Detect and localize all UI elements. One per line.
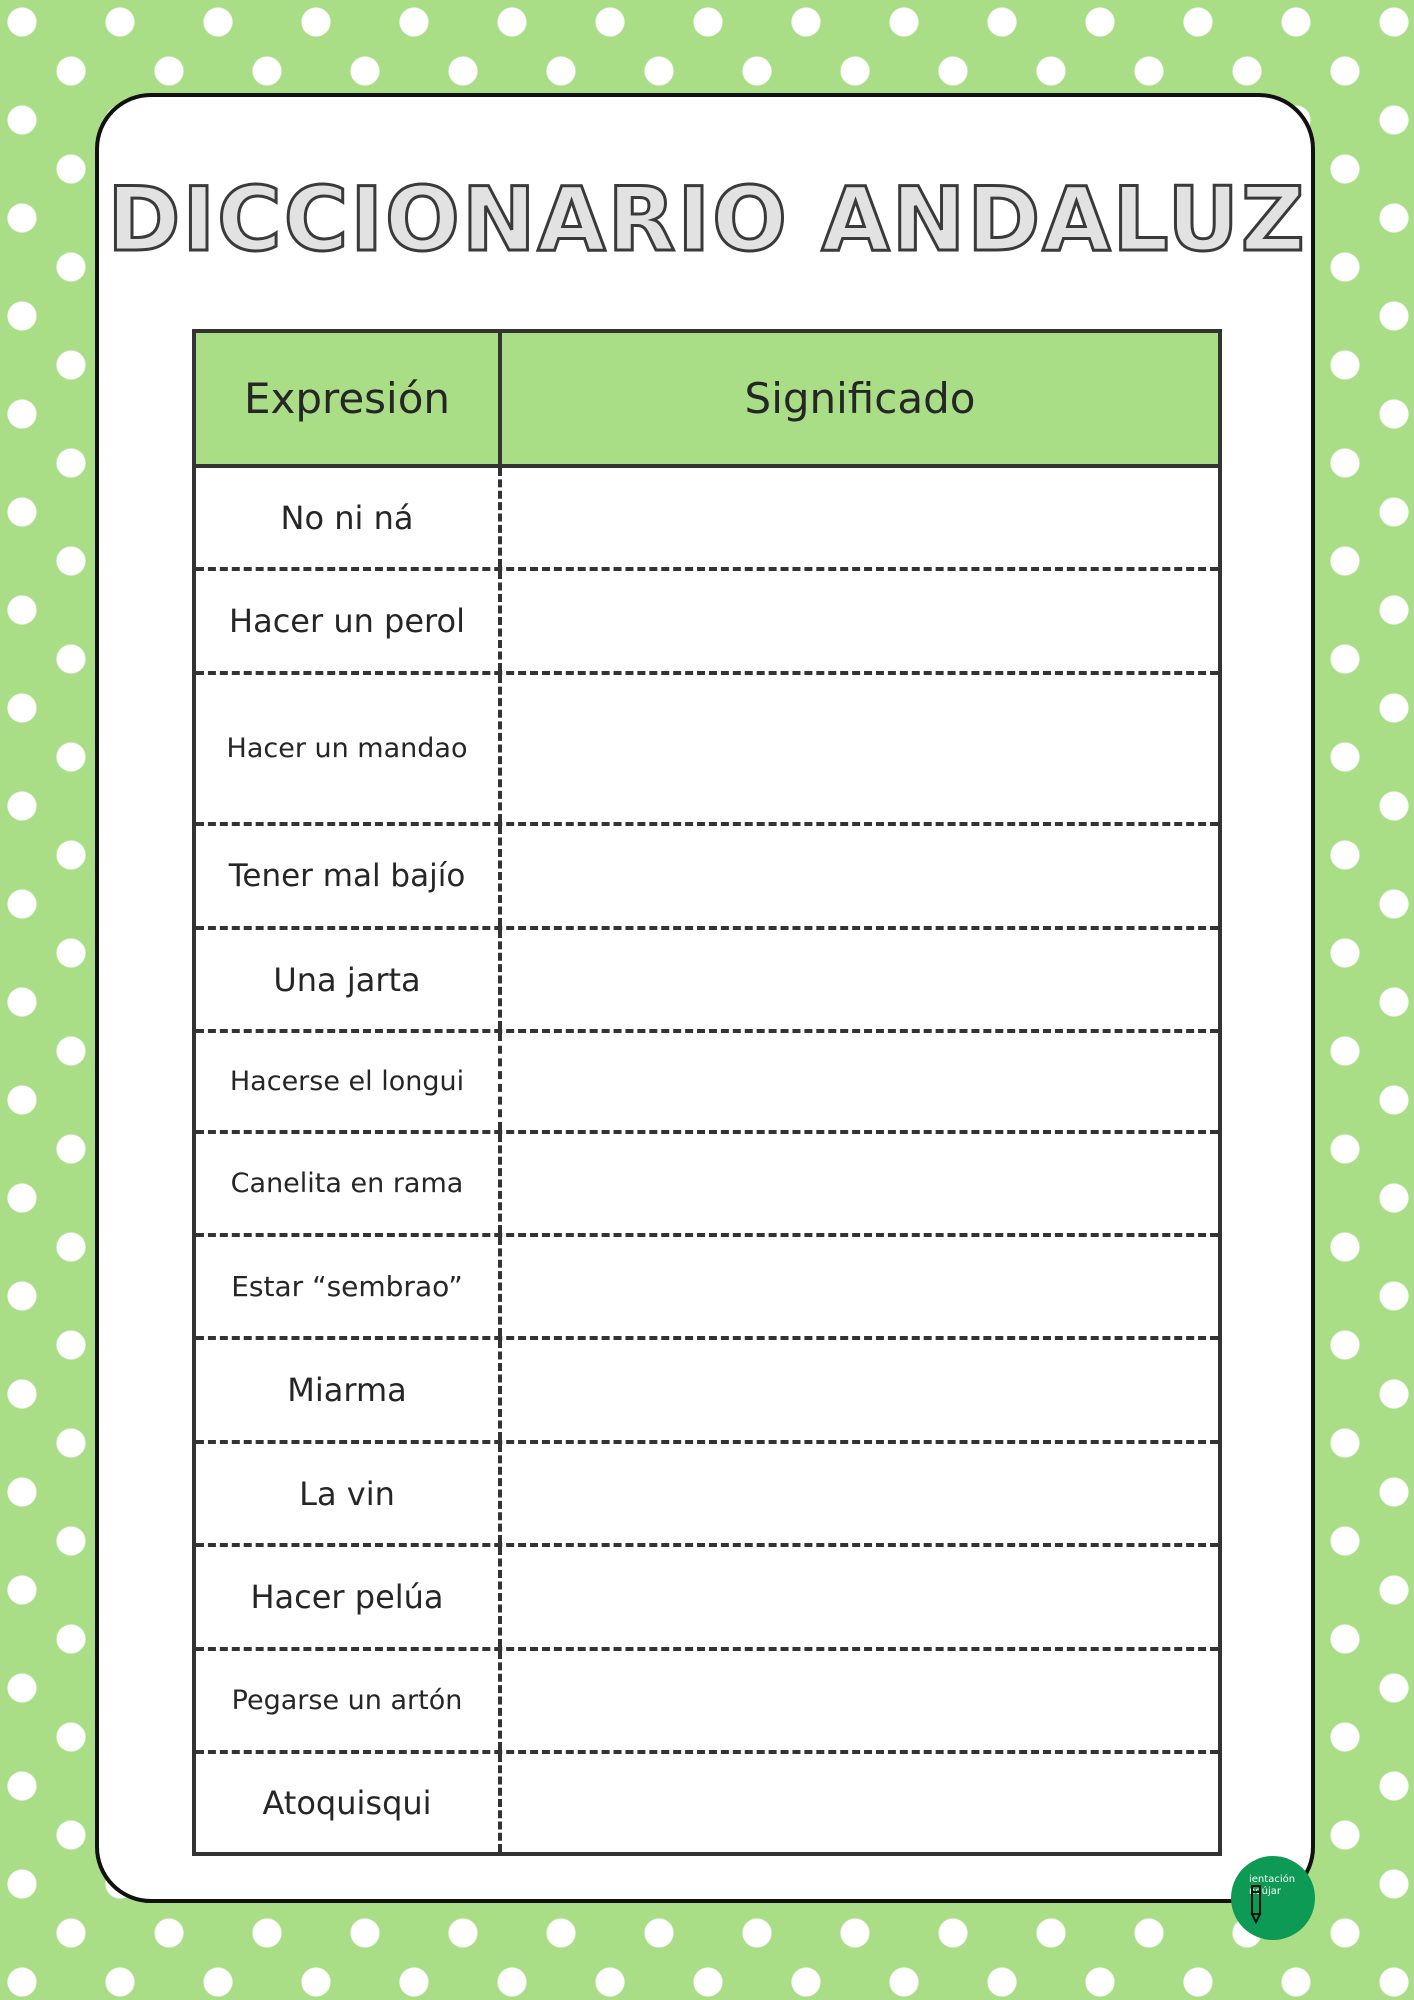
expression-cell: Miarma: [196, 1340, 502, 1440]
table-row: [196, 1754, 1218, 1852]
meaning-cell[interactable]: [502, 1237, 1218, 1336]
table-row: [196, 930, 1218, 1033]
orientacion-andujar-logo: [1231, 1856, 1315, 1940]
meaning-cell[interactable]: [502, 675, 1218, 822]
table-body: [196, 468, 1218, 1852]
expression-cell: Pegarse un artón: [196, 1651, 502, 1750]
meaning-cell[interactable]: [502, 1340, 1218, 1440]
expression-cell: Hacer pelúa: [196, 1547, 502, 1647]
meaning-cell[interactable]: [502, 1033, 1218, 1130]
column-header-meaning: Significado: [744, 374, 976, 423]
meaning-cell[interactable]: [502, 1444, 1218, 1543]
expression-cell: Una jarta: [196, 930, 502, 1029]
table-row: [196, 1340, 1218, 1444]
expression-cell: Atoquisqui: [196, 1754, 502, 1852]
meaning-cell[interactable]: [502, 1651, 1218, 1750]
table-row: [196, 1033, 1218, 1134]
table-header-row: [196, 333, 1218, 468]
expression-cell: Estar “sembrao”: [196, 1237, 502, 1336]
expression-cell: La vin: [196, 1444, 502, 1543]
table-row: [196, 1444, 1218, 1547]
expression-cell: No ni ná: [196, 468, 502, 567]
table-row: [196, 571, 1218, 675]
expression-cell: Hacer un mandao: [196, 675, 502, 822]
column-header-expression: Expresión: [196, 333, 502, 464]
table-row: [196, 1547, 1218, 1651]
table-row: [196, 468, 1218, 571]
expression-cell: Hacer un perol: [196, 571, 502, 671]
meaning-cell[interactable]: [502, 1134, 1218, 1233]
meaning-cell[interactable]: [502, 468, 1218, 567]
pencil-icon: [1249, 1884, 1263, 1928]
dictionary-table: [192, 329, 1222, 1856]
meaning-cell[interactable]: [502, 930, 1218, 1029]
table-row: [196, 675, 1218, 826]
meaning-cell[interactable]: [502, 826, 1218, 926]
expression-cell: Canelita en rama: [196, 1134, 502, 1233]
table-row: [196, 1651, 1218, 1754]
meaning-cell[interactable]: [502, 1547, 1218, 1647]
table-row: [196, 1237, 1218, 1340]
meaning-cell[interactable]: [502, 571, 1218, 671]
logo-text-line2: ndújar: [1249, 1886, 1282, 1897]
meaning-cell[interactable]: [502, 1754, 1218, 1852]
table-row: [196, 1134, 1218, 1237]
page-title: DICCIONARIO ANDALUZ: [107, 168, 1307, 271]
logo-text-line1: ientación: [1249, 1874, 1296, 1885]
table-row: [196, 826, 1218, 930]
expression-cell: Tener mal bajío: [196, 826, 502, 926]
expression-cell: Hacerse el longui: [196, 1033, 502, 1130]
